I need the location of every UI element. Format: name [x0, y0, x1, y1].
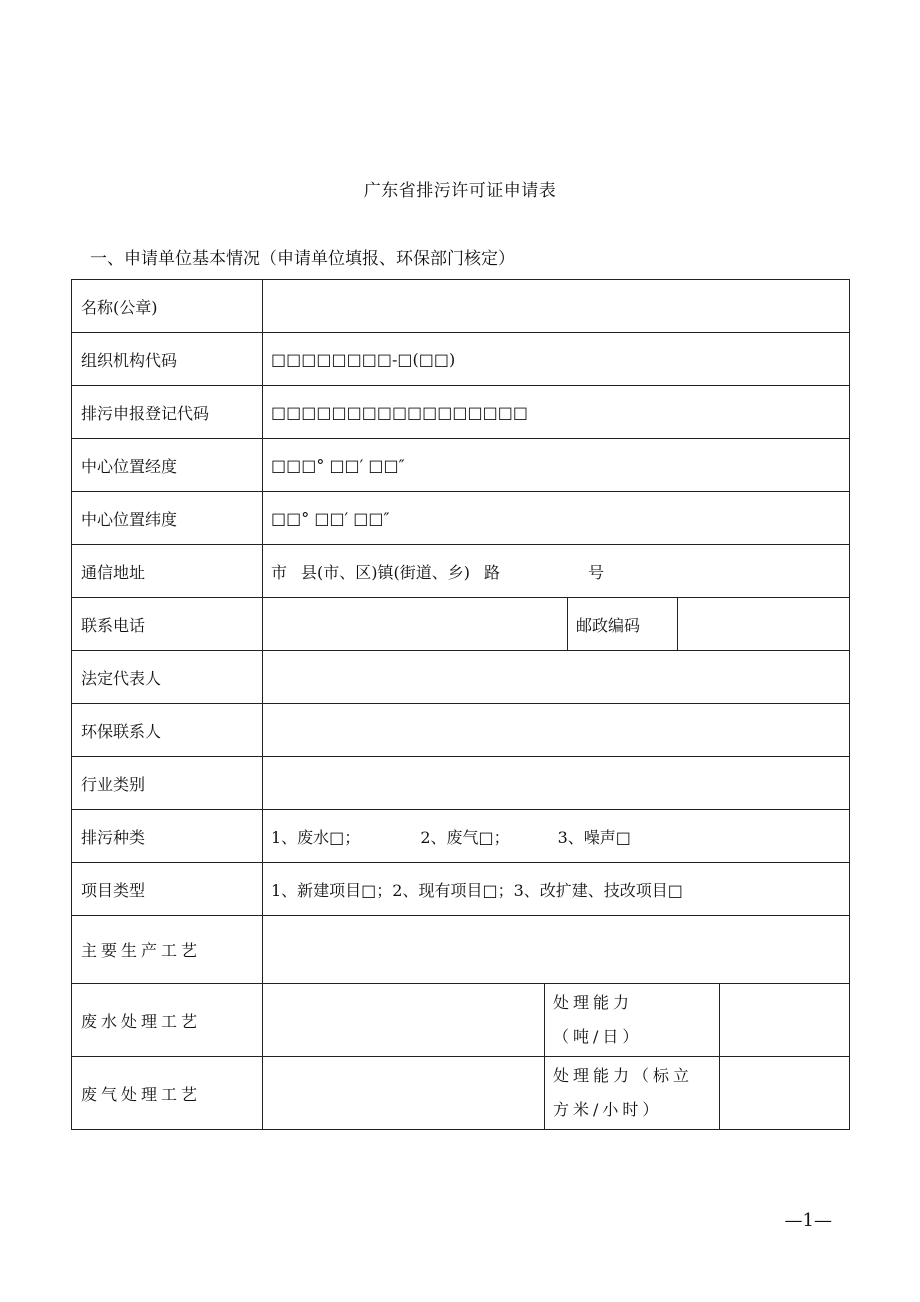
waste-gas-capacity-line2: 方米/小时）	[553, 1100, 663, 1119]
address-field[interactable]	[263, 545, 850, 598]
label-project-type: 项目类型	[72, 863, 263, 916]
row-waste-gas	[72, 1057, 850, 1130]
row-latitude	[72, 492, 850, 545]
pollutant-option-waste-gas[interactable]: 2、废气□；	[420, 827, 510, 847]
wastewater-process-field[interactable]	[263, 984, 545, 1057]
label-waste-gas-process: 废气处理工艺	[72, 1057, 263, 1130]
latitude-field[interactable]: □□° □□′ □□″	[263, 492, 850, 545]
row-wastewater	[72, 984, 850, 1057]
row-project-type	[72, 863, 850, 916]
row-main-process	[72, 916, 850, 984]
page-title: 广东省排污许可证申请表	[363, 181, 557, 201]
row-name	[72, 280, 850, 333]
row-pollutant-type	[72, 810, 850, 863]
waste-gas-capacity-field[interactable]	[720, 1057, 850, 1130]
wastewater-capacity-line2: （吨/日）	[553, 1027, 643, 1046]
label-address: 通信地址	[72, 545, 263, 598]
row-reg-code	[72, 386, 850, 439]
row-phone	[72, 598, 850, 651]
address-number: 号	[588, 562, 605, 582]
row-industry	[72, 757, 850, 810]
pollutant-option-noise[interactable]: 3、噪声□	[557, 827, 631, 847]
label-name: 名称(公章)	[72, 280, 263, 333]
wastewater-capacity-line1: 处理能力	[553, 993, 634, 1012]
main-process-field[interactable]	[263, 916, 850, 984]
address-county: 县(市、区)镇(街道、乡)	[301, 562, 470, 582]
label-waste-gas-capacity	[545, 1057, 720, 1130]
address-road: 路	[484, 562, 501, 582]
label-org-code: 组织机构代码	[72, 333, 263, 386]
project-type-options[interactable]: 1、新建项目□；2、现有项目□；3、改扩建、技改项目□	[263, 863, 850, 916]
label-wastewater-capacity	[545, 984, 720, 1057]
org-code-field[interactable]: □□□□□□□□-□(□□)	[263, 333, 850, 386]
env-contact-field[interactable]	[263, 704, 850, 757]
row-legal-rep	[72, 651, 850, 704]
page-number: —1—	[784, 1210, 832, 1231]
label-legal-rep: 法定代表人	[72, 651, 263, 704]
label-industry: 行业类别	[72, 757, 263, 810]
industry-field[interactable]	[263, 757, 850, 810]
row-address	[72, 545, 850, 598]
name-field[interactable]	[263, 280, 850, 333]
row-longitude	[72, 439, 850, 492]
postcode-field[interactable]	[678, 598, 850, 651]
label-pollutant-type: 排污种类	[72, 810, 263, 863]
pollutant-type-options	[263, 810, 850, 863]
label-postcode: 邮政编码	[568, 598, 678, 651]
longitude-field[interactable]: □□□° □□′ □□″	[263, 439, 850, 492]
address-city: 市	[271, 562, 288, 582]
label-longitude: 中心位置经度	[72, 439, 263, 492]
row-env-contact	[72, 704, 850, 757]
legal-rep-field[interactable]	[263, 651, 850, 704]
application-form-table	[71, 279, 850, 1130]
section-heading: 一、申请单位基本情况（申请单位填报、环保部门核定）	[90, 249, 515, 269]
wastewater-capacity-field[interactable]	[720, 984, 850, 1057]
row-org-code	[72, 333, 850, 386]
label-main-process: 主要生产工艺	[72, 916, 263, 984]
label-reg-code: 排污申报登记代码	[72, 386, 263, 439]
reg-code-field[interactable]: □□□□□□□□□□□□□□□□□	[263, 386, 850, 439]
label-wastewater-process: 废水处理工艺	[72, 984, 263, 1057]
waste-gas-process-field[interactable]	[263, 1057, 545, 1130]
label-latitude: 中心位置纬度	[72, 492, 263, 545]
label-phone: 联系电话	[72, 598, 263, 651]
label-env-contact: 环保联系人	[72, 704, 263, 757]
waste-gas-capacity-line1: 处理能力（标立	[553, 1066, 694, 1085]
pollutant-option-wastewater[interactable]: 1、废水□；	[271, 827, 361, 847]
phone-field[interactable]	[263, 598, 568, 651]
